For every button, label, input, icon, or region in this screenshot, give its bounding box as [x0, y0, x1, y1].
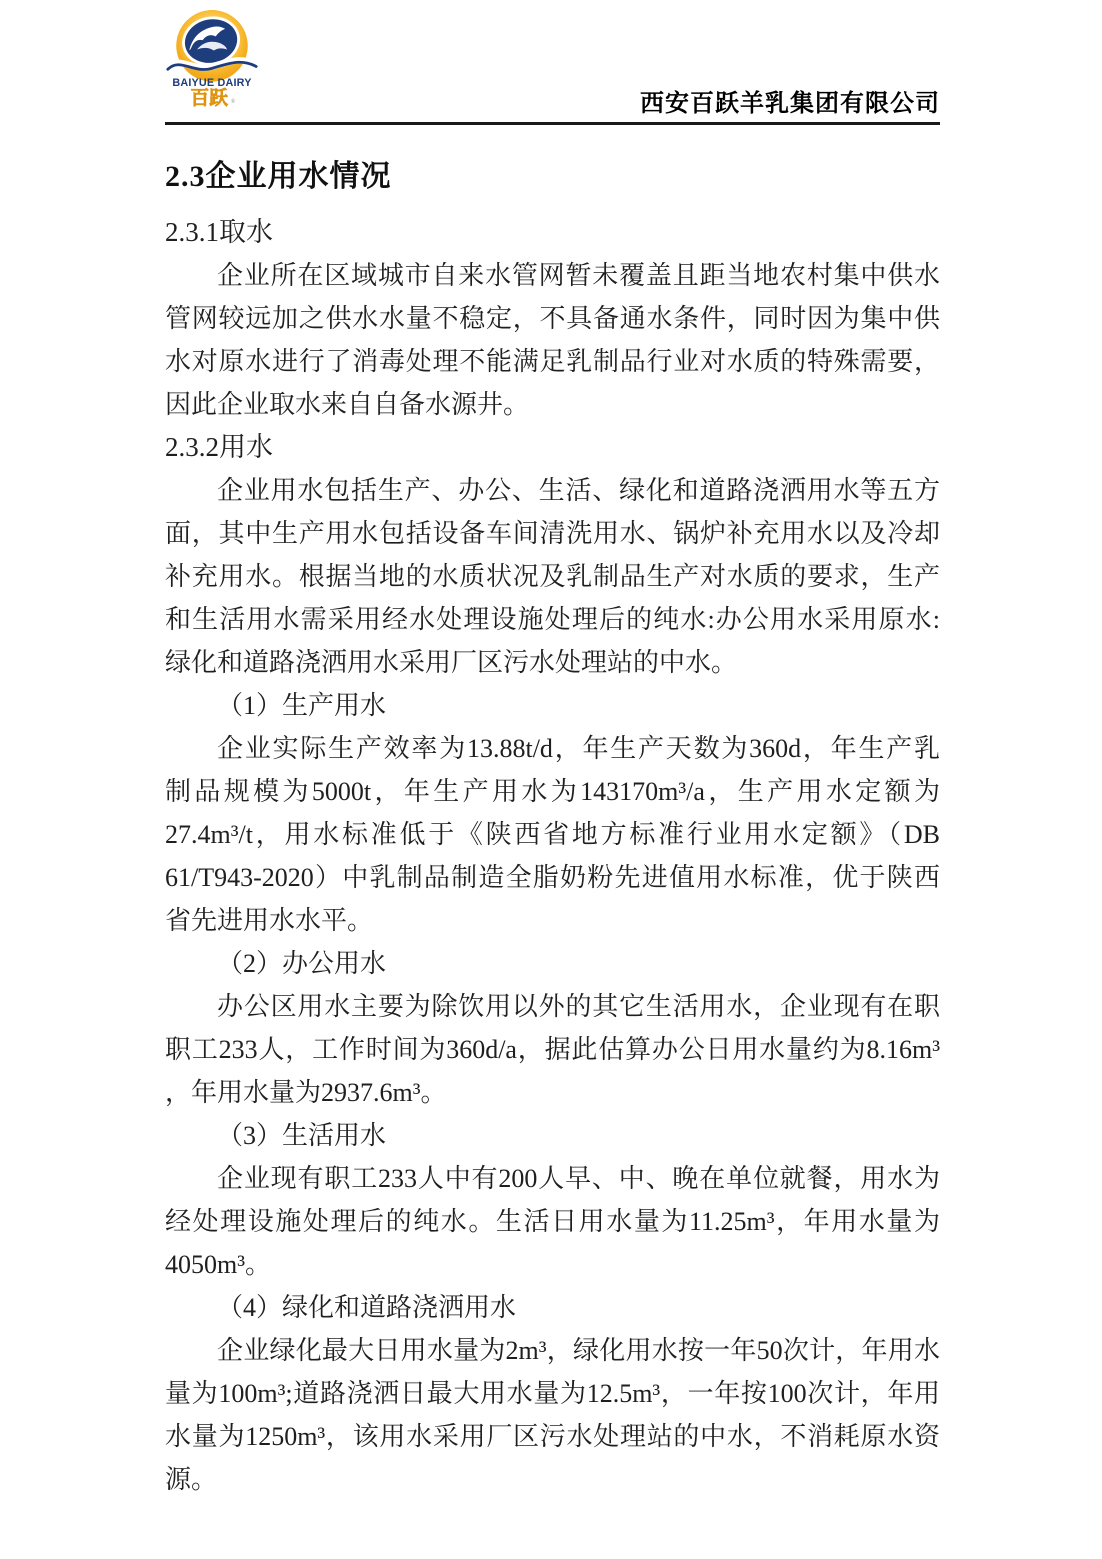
paragraph-line: 企业所在区域城市自来水管网暂未覆盖且距当地农村集中供水 [217, 261, 940, 290]
paragraph-line: 省先进用水水平。 [165, 906, 374, 935]
paragraph-line: 61/T943-2020）中乳制品制造全脂奶粉先进值用水标准，优于陕西 [165, 863, 940, 892]
paragraph-line: 职工233人，工作时间为360d/a，据此估算办公日用水量约为8.16m³ [165, 1035, 940, 1064]
paragraph-line: 绿化和道路浇洒用水采用厂区污水处理站的中水。 [165, 648, 738, 677]
paragraph-line: ，年用水量为2937.6m³。 [165, 1078, 447, 1107]
paragraph-line: 水对原水进行了消毒处理不能满足乳制品行业对水质的特殊需要， [165, 347, 940, 376]
subheading-office-water: （2）办公用水 [217, 949, 387, 978]
registered-mark: ® [230, 99, 236, 106]
paragraph-line: 企业用水包括生产、办公、生活、绿化和道路浇洒用水等五方 [217, 476, 940, 505]
paragraph-line: 和生活用水需采用经水处理设施处理后的纯水:办公用水采用原水: [165, 605, 940, 634]
baiyue-dairy-logo-icon [165, 6, 259, 110]
subheading-greening-water: （4）绿化和道路浇洒用水 [217, 1293, 517, 1322]
paragraph-line: 企业绿化最大日用水量为2m³，绿化用水按一年50次计，年用水 [217, 1336, 940, 1365]
company-name: 西安百跃羊乳集团有限公司 [640, 91, 940, 117]
section-title: 2.3企业用水情况 [165, 160, 392, 193]
paragraph-line: 管网较远加之供水水量不稳定，不具备通水条件，同时因为集中供 [165, 304, 940, 333]
paragraph-line: 企业现有职工233人中有200人早、中、晚在单位就餐，用水为 [217, 1164, 940, 1193]
paragraph-line: 源。 [165, 1465, 218, 1494]
paragraph-line: 补充用水。根据当地的水质状况及乳制品生产对水质的要求，生产 [165, 562, 940, 591]
logo-brand-cn: 百跃 [190, 88, 228, 110]
paragraph-line: 企业实际生产效率为13.88t/d，年生产天数为360d，年生产乳 [217, 734, 940, 763]
paragraph-line: 办公区用水主要为除饮用以外的其它生活用水，企业现有在职 [217, 992, 940, 1021]
logo-brand-en: BAIYUE DAIRY [172, 77, 252, 90]
heading-2-3-2: 2.3.2用水 [165, 432, 273, 462]
subheading-production-water: （1）生产用水 [217, 691, 387, 720]
paragraph-line: 27.4m³/t，用水标准低于《陕西省地方标准行业用水定额》（DB [165, 820, 940, 849]
heading-2-3-1: 2.3.1取水 [165, 217, 273, 247]
subheading-living-water: （3）生活用水 [217, 1121, 387, 1150]
paragraph-line: 经处理设施处理后的纯水。生活日用水量为11.25m³，年用水量为 [165, 1207, 940, 1236]
paragraph-line: 量为100m³;道路浇洒日最大用水量为12.5m³，一年按100次计，年用 [165, 1379, 940, 1408]
paragraph-line: 水量为1250m³，该用水采用厂区污水处理站的中水，不消耗原水资 [165, 1422, 940, 1451]
document-body [165, 153, 940, 1501]
paragraph-line: 面，其中生产用水包括设备车间清洗用水、锅炉补充用水以及冷却 [165, 519, 940, 548]
paragraph-line: 制品规模为5000t，年生产用水为143170m³/a，生产用水定额为 [165, 777, 940, 806]
paragraph-line: 因此企业取水来自自备水源井。 [165, 390, 530, 419]
company-logo [165, 6, 259, 110]
page-header [165, 0, 940, 125]
paragraph-line: 4050m³。 [165, 1250, 272, 1279]
